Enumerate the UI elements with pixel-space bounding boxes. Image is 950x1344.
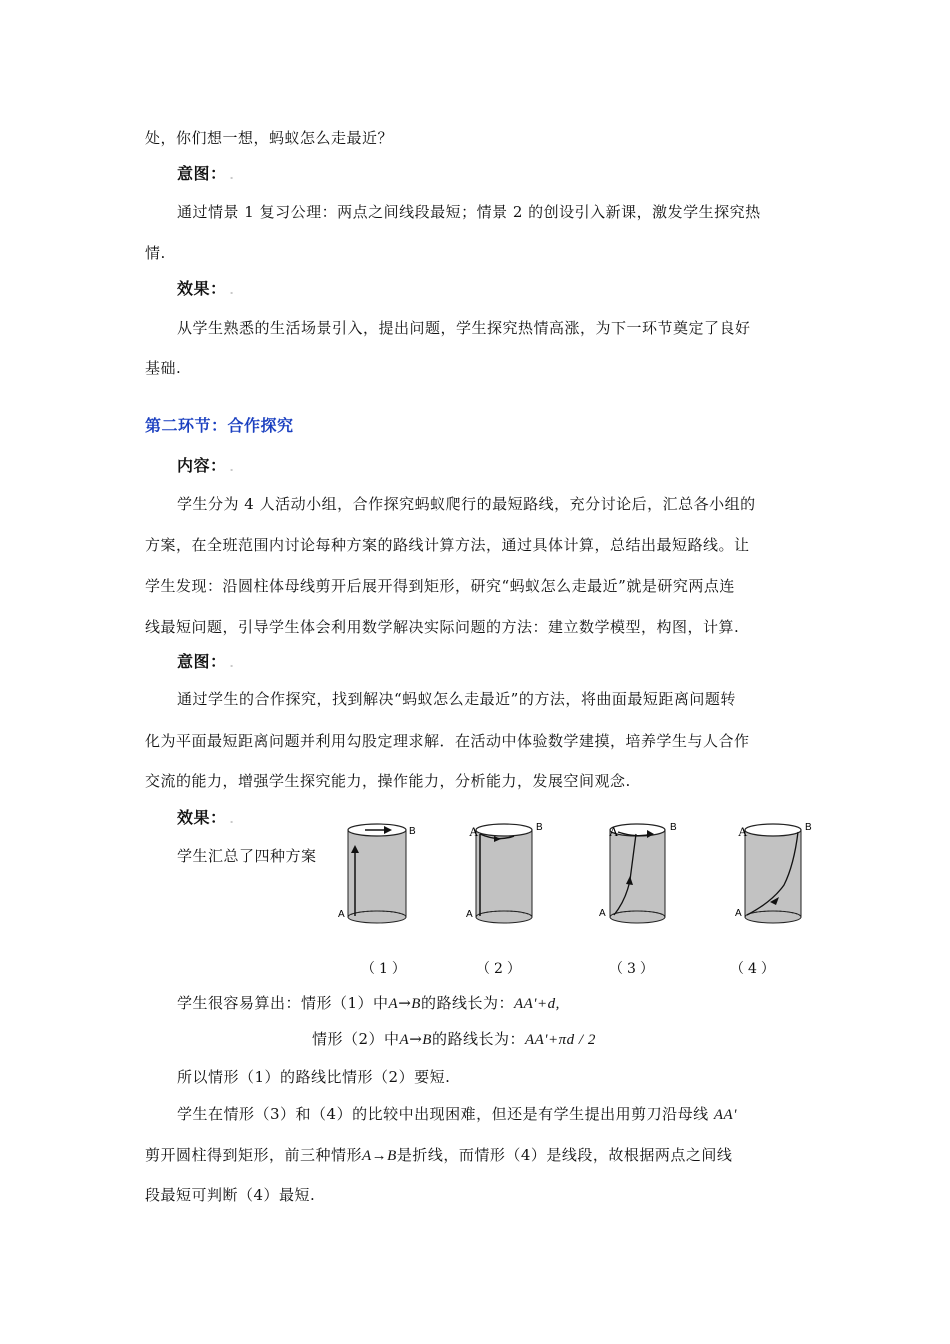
calc-prefix: 学生很容易算出：情形（1）中 bbox=[177, 994, 389, 1012]
point-b-label: B bbox=[536, 822, 543, 833]
intent-2-line-3: 交流的能力，增强学生探究能力，操作能力，分析能力，发展空间观念. bbox=[145, 772, 631, 790]
figure-caption-1: （1） bbox=[361, 961, 410, 977]
content-line-2: 方案，在全班范围内讨论每种方案的路线计算方法，通过具体计算，总结出最短路线。让 bbox=[145, 536, 750, 554]
paragraph-mark: . bbox=[229, 169, 235, 182]
intent-text-1-line2: 情. bbox=[145, 244, 166, 262]
point-a-label-bottom: A bbox=[599, 908, 606, 919]
content-line-4: 线最短问题，引导学生体会利用数学解决实际问题的方法：建立数学模型，构图，计算. bbox=[145, 618, 740, 636]
effect-label-text: 效果： bbox=[177, 279, 227, 298]
point-a-label: A bbox=[738, 824, 748, 839]
formula-2: AA'+πd / 2 bbox=[524, 1032, 596, 1048]
paragraph-mark: . bbox=[229, 284, 235, 297]
final-text: 是折线，而情形（4）是线段，故根据两点之间线 bbox=[396, 1146, 733, 1164]
content-label-text: 内容： bbox=[177, 456, 227, 475]
point-a-label: A bbox=[609, 824, 619, 839]
calc-line-2 bbox=[312, 1029, 596, 1050]
arrow: → bbox=[398, 994, 412, 1012]
calc-mid: 的路线长为： bbox=[431, 1030, 525, 1048]
figure-caption-4: （4） bbox=[730, 961, 779, 977]
calc-line-1 bbox=[177, 993, 560, 1014]
point-b-label: B bbox=[805, 822, 812, 833]
intent-label-text: 意图： bbox=[177, 652, 227, 671]
math-a-to-b: A→B bbox=[362, 1148, 397, 1164]
effect-label-2 bbox=[177, 808, 234, 830]
final-line-2 bbox=[145, 1145, 732, 1166]
effect-summary: 学生汇总了四种方案 bbox=[177, 847, 317, 865]
math-aa: AA' bbox=[713, 1107, 737, 1123]
math-a: A bbox=[399, 1032, 410, 1048]
cylinder-figure-4 bbox=[732, 820, 832, 930]
effect-label-text: 效果： bbox=[177, 808, 227, 827]
intent-label-1 bbox=[177, 164, 234, 186]
math-b: B bbox=[411, 996, 421, 1012]
math-b: B bbox=[422, 1032, 432, 1048]
effect-text-1-line1: 从学生熟悉的生活场景引入，提出问题，学生探究热情高涨，为下一环节奠定了良好 bbox=[177, 319, 751, 337]
paragraph-mark: . bbox=[229, 657, 235, 670]
final-text: 剪开圆柱得到矩形，前三种情形 bbox=[145, 1146, 363, 1164]
cylinder-figure-1 bbox=[336, 820, 436, 930]
intent-text-1-line1: 通过情景 1 复习公理：两点之间线段最短；情景 2 的创设引入新课，激发学生探究热 bbox=[177, 203, 761, 221]
intent-label-text: 意图： bbox=[177, 164, 227, 183]
final-text: 学生在情形（3）和（4）的比较中出现困难，但还是有学生提出用剪刀沿母线 bbox=[177, 1105, 709, 1123]
section-heading: 第二环节：合作探究 bbox=[145, 416, 294, 435]
cylinder-figure-2 bbox=[462, 820, 562, 930]
figure-caption-3: （3） bbox=[609, 961, 658, 977]
effect-label-1 bbox=[177, 279, 234, 301]
point-a-label-bottom: A bbox=[735, 908, 742, 919]
math-a: A bbox=[388, 996, 399, 1012]
point-a-label: A bbox=[469, 824, 479, 839]
point-b-label: B bbox=[409, 826, 416, 837]
point-a-label-bottom: A bbox=[466, 909, 473, 920]
intent-2-line-2: 化为平面最短距离问题并利用勾股定理求解．在活动中体验数学建摸，培养学生与人合作 bbox=[145, 732, 750, 750]
effect-text-1-line2: 基础. bbox=[145, 359, 182, 377]
figure-caption-2: （2） bbox=[476, 961, 525, 977]
content-line-3: 学生发现：沿圆柱体母线剪开后展开得到矩形，研究“蚂蚁怎么走最近”就是研究两点连 bbox=[145, 577, 735, 595]
point-b-label: B bbox=[670, 822, 677, 833]
content-label bbox=[177, 456, 234, 478]
final-line-3: 段最短可判断（4）最短. bbox=[145, 1186, 316, 1204]
final-line-1 bbox=[177, 1104, 737, 1125]
paragraph-mark: . bbox=[229, 813, 235, 826]
cylinder-figure-3 bbox=[596, 820, 696, 930]
point-a-label: A bbox=[338, 909, 345, 920]
intent-label-2 bbox=[177, 652, 234, 674]
intro-continuation: 处，你们想一想，蚂蚁怎么走最近？ bbox=[145, 129, 394, 147]
arrow: → bbox=[409, 1030, 423, 1048]
paragraph-mark: . bbox=[229, 461, 235, 474]
calc-mid: 的路线长为： bbox=[420, 994, 514, 1012]
content-line-1: 学生分为 4 人活动小组，合作探究蚂蚁爬行的最短路线，充分讨论后，汇总各小组的 bbox=[177, 495, 756, 513]
calc-prefix: 情形（2）中 bbox=[312, 1030, 400, 1048]
intent-2-line-1: 通过学生的合作探究，找到解决“蚂蚁怎么走最近”的方法，将曲面最短距离问题转 bbox=[177, 690, 736, 708]
calc-line-3: 所以情形（1）的路线比情形（2）要短. bbox=[177, 1068, 451, 1086]
formula-1: AA'+d, bbox=[513, 996, 560, 1012]
